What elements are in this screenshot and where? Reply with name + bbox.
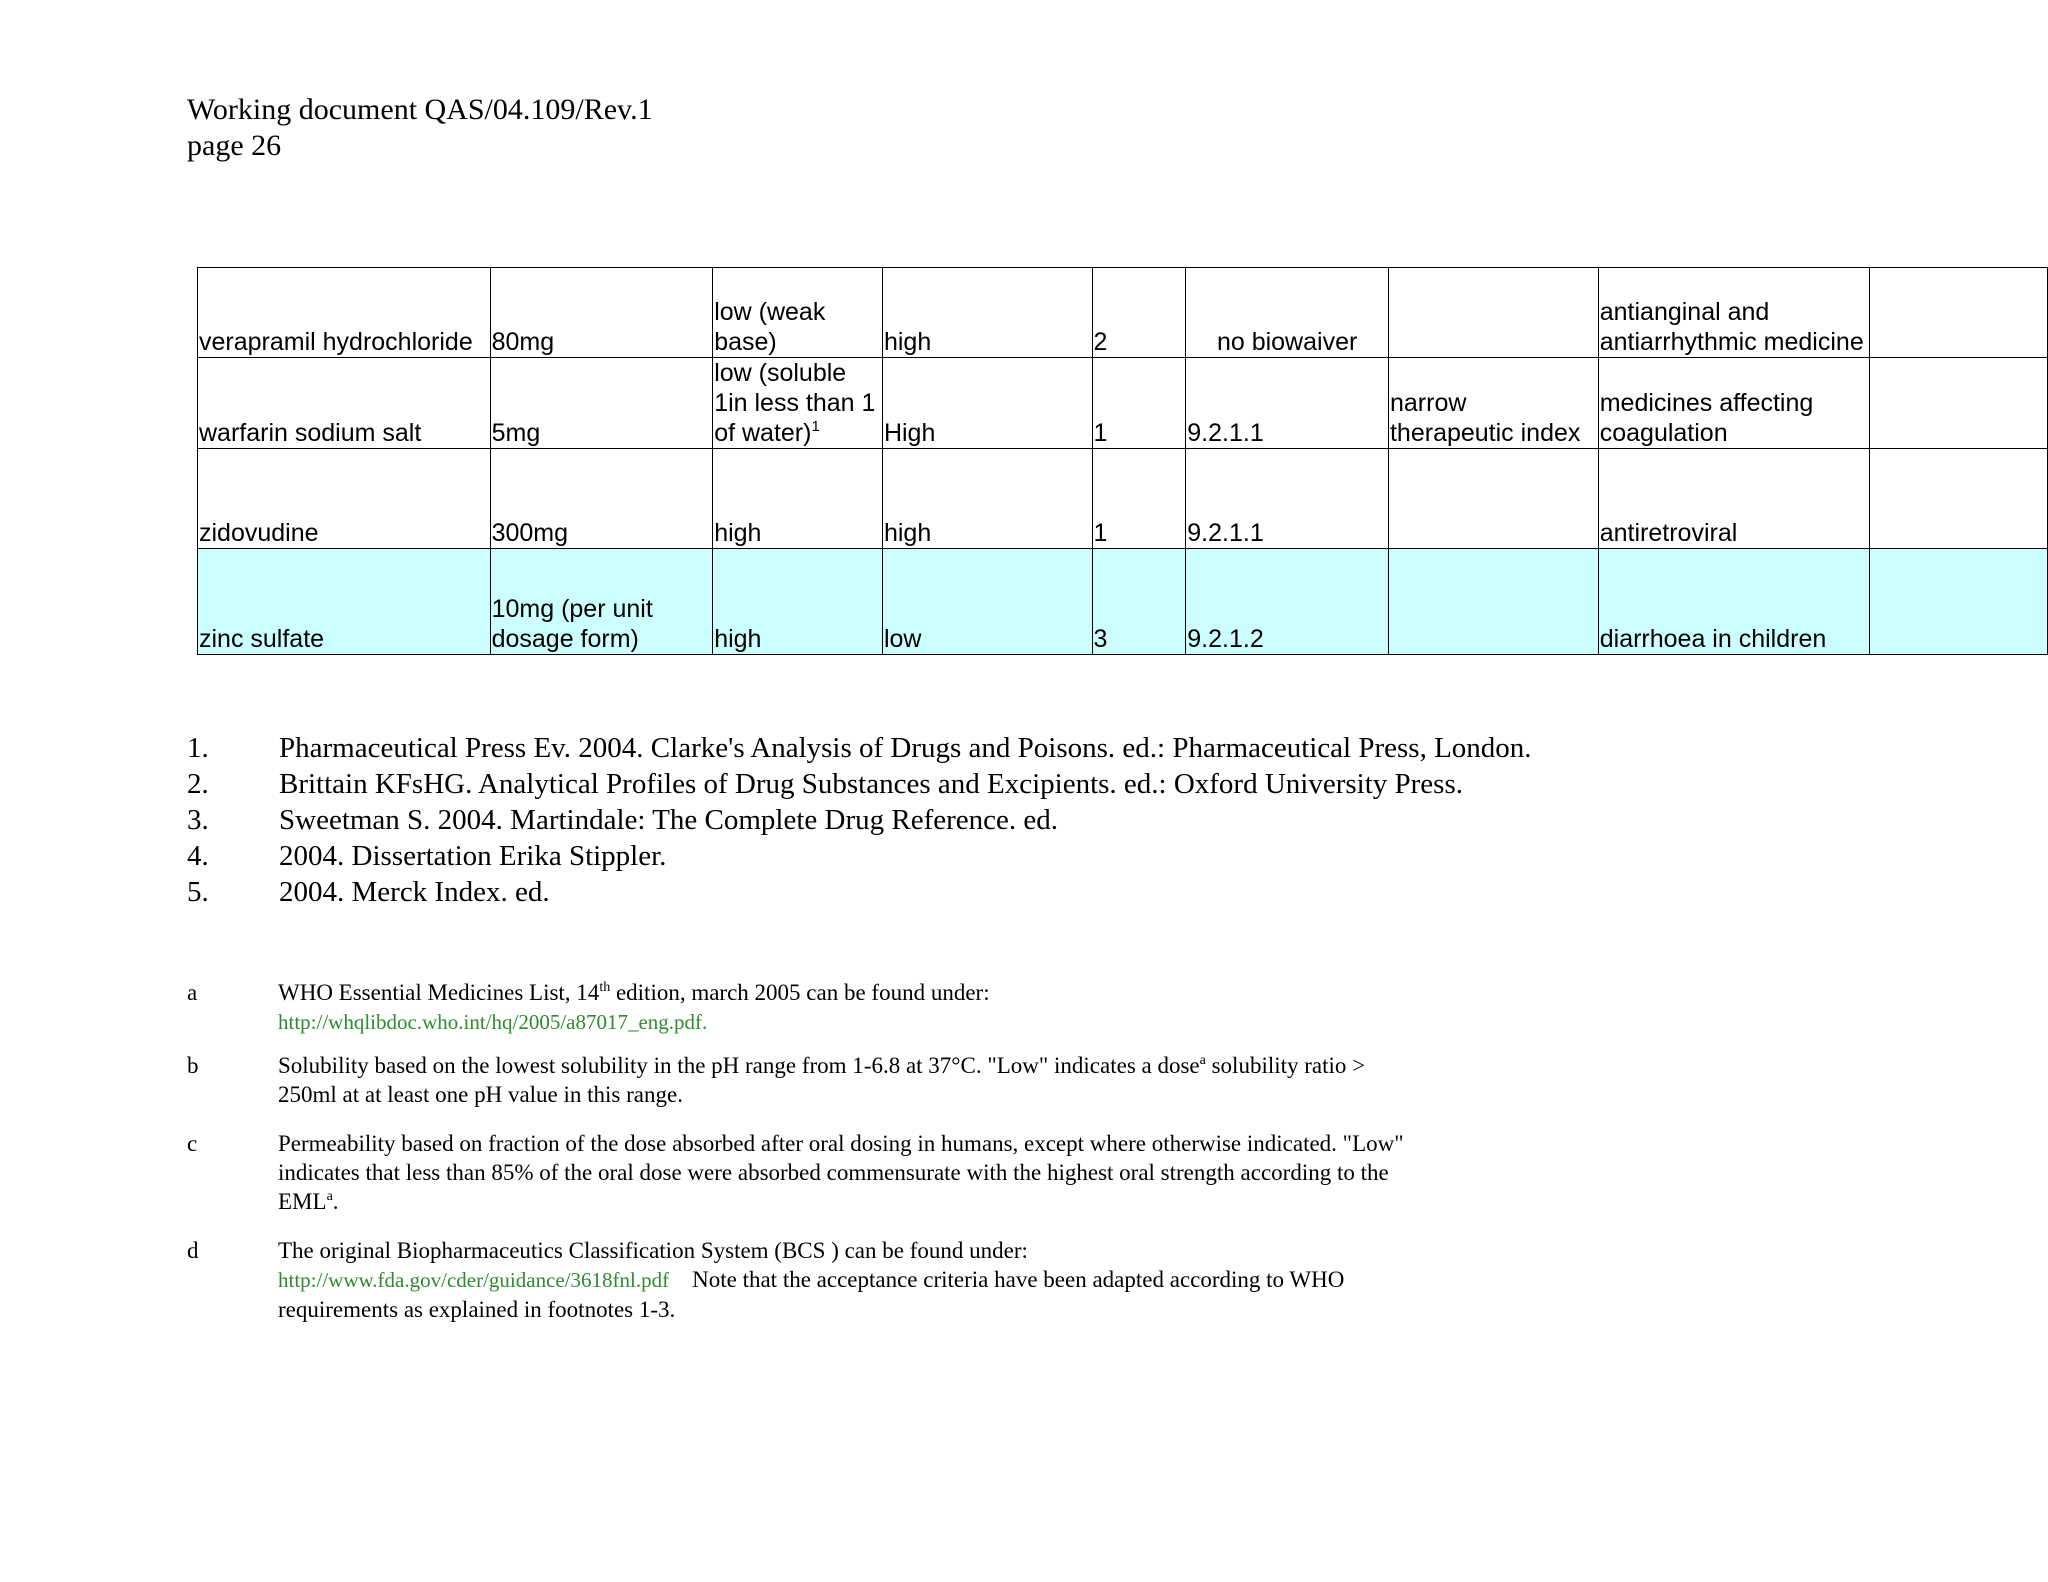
- table-row: [198, 268, 2048, 358]
- superscript: th: [599, 980, 611, 995]
- footnote-text: WHO Essential Medicines List, 14: [278, 980, 600, 1005]
- document-header: [187, 92, 653, 164]
- superscript: a: [1199, 1053, 1206, 1068]
- cell-remark: [1388, 549, 1598, 655]
- cell-solubility: high: [713, 549, 883, 655]
- reference-text: Pharmaceutical Press Ev. 2004. Clarke's Analysis of Drugs and Poisons. ed.: Pharmaceutical Press, London.: [279, 732, 1532, 764]
- cell-dose: 300mg: [490, 449, 713, 549]
- cell-extra: [1870, 449, 2048, 549]
- fda-bcs-link[interactable]: http://www.fda.gov/cder/guidance/3618fnl.pdf: [278, 1268, 670, 1292]
- footnote-text: The original Biopharmaceutics Classification System (BCS ) can be found under:: [278, 1238, 1028, 1263]
- cell-remark: narrow therapeutic index: [1388, 358, 1598, 449]
- cell-permeability: High: [882, 358, 1092, 449]
- cell-biowaiver: 9.2.1.1: [1186, 449, 1389, 549]
- footnote-letter: d: [187, 1238, 199, 1263]
- footnote-c: [187, 1129, 1428, 1216]
- cell-indication: antiretroviral: [1598, 449, 1870, 549]
- footnote-letter: b: [187, 1053, 199, 1078]
- footnote-a: [187, 978, 1428, 1037]
- cell-solubility: [713, 358, 883, 449]
- cell-permeability: high: [882, 449, 1092, 549]
- footnote-text: edition, march 2005 can be found under:: [610, 980, 990, 1005]
- cell-remark: [1388, 268, 1598, 358]
- cell-bcs-class: 3: [1092, 549, 1186, 655]
- reference-item: [187, 874, 1532, 910]
- reference-number: 5.: [187, 876, 209, 908]
- cell-permeability: high: [882, 268, 1092, 358]
- document-title: Working document QAS/04.109/Rev.1: [187, 93, 653, 126]
- medicines-table: [197, 267, 2048, 655]
- footnote-d: [187, 1236, 1428, 1324]
- cell-dose: 10mg (per unit dosage form): [490, 549, 713, 655]
- footnote-letter: a: [187, 980, 198, 1005]
- table-row: [198, 449, 2048, 549]
- cell-name: warfarin sodium salt: [198, 358, 491, 449]
- superscript: a: [326, 1189, 333, 1204]
- reference-number: 3.: [187, 804, 209, 836]
- cell-dose: 80mg: [490, 268, 713, 358]
- cell-biowaiver: 9.2.1.2: [1186, 549, 1389, 655]
- cell-extra: [1870, 268, 2048, 358]
- cell-biowaiver: no biowaiver: [1186, 268, 1389, 358]
- footnote-b: [187, 1051, 1428, 1109]
- cell-name: zinc sulfate: [198, 549, 491, 655]
- who-eml-link[interactable]: http://whqlibdoc.who.int/hq/2005/a87017_eng.pdf.: [278, 1010, 708, 1034]
- reference-item: [187, 802, 1532, 838]
- cell-solubility: low (weak base): [713, 268, 883, 358]
- cell-extra: [1870, 549, 2048, 655]
- cell-extra: [1870, 358, 2048, 449]
- table-row-highlighted: [198, 549, 2048, 655]
- footnote-marker: 1: [811, 418, 820, 435]
- footnote-text: Note that the acceptance criteria have been adapted according to WHO requirements as explained in footnotes 1-3.: [278, 1267, 1345, 1322]
- footnote-text: solubility ratio > 250ml at at least one pH value in this range.: [278, 1053, 1366, 1107]
- reference-number: 2.: [187, 768, 209, 800]
- cell-indication: diarrhoea in children: [1598, 549, 1870, 655]
- cell-bcs-class: 2: [1092, 268, 1186, 358]
- footnote-text: Permeability based on fraction of the dose absorbed after oral dosing in humans, except where otherwise indicated. "Low" indicates that less than 85% of the oral dose were absorbed commensurate with the highest oral strength according to the EML: [278, 1131, 1404, 1214]
- reference-item: [187, 730, 1532, 766]
- cell-indication: antianginal and antiarrhythmic medicine: [1598, 268, 1870, 358]
- reference-text: Brittain KFsHG. Analytical Profiles of Drug Substances and Excipients. ed.: Oxford University Press.: [279, 768, 1464, 800]
- reference-list: [187, 730, 1532, 910]
- cell-remark: [1388, 449, 1598, 549]
- footnote-text: Solubility based on the lowest solubility in the pH range from 1-6.8 at 37°C. "Low" indicates a dose: [278, 1053, 1200, 1078]
- footnote-letter: c: [187, 1131, 198, 1156]
- cell-biowaiver: 9.2.1.1: [1186, 358, 1389, 449]
- cell-name: verapramil hydrochloride: [198, 268, 491, 358]
- cell-dose: 5mg: [490, 358, 713, 449]
- page-number: page 26: [187, 129, 282, 162]
- cell-name: zidovudine: [198, 449, 491, 549]
- footnotes: [187, 978, 1428, 1338]
- reference-number: 1.: [187, 732, 209, 764]
- cell-solubility: high: [713, 449, 883, 549]
- reference-number: 4.: [187, 840, 209, 872]
- reference-item: [187, 766, 1532, 802]
- reference-text: Sweetman S. 2004. Martindale: The Complete Drug Reference. ed.: [279, 804, 1059, 836]
- cell-bcs-class: 1: [1092, 449, 1186, 549]
- reference-item: [187, 838, 1532, 874]
- cell-indication: medicines affecting coagulation: [1598, 358, 1870, 449]
- cell-bcs-class: 1: [1092, 358, 1186, 449]
- footnote-text: .: [332, 1189, 339, 1214]
- reference-text: 2004. Merck Index. ed.: [279, 876, 550, 908]
- cell-permeability: low: [882, 549, 1092, 655]
- reference-text: 2004. Dissertation Erika Stippler.: [279, 840, 667, 872]
- solubility-text: low (soluble 1in less than 1 of water): [714, 359, 876, 447]
- table-row: [198, 358, 2048, 449]
